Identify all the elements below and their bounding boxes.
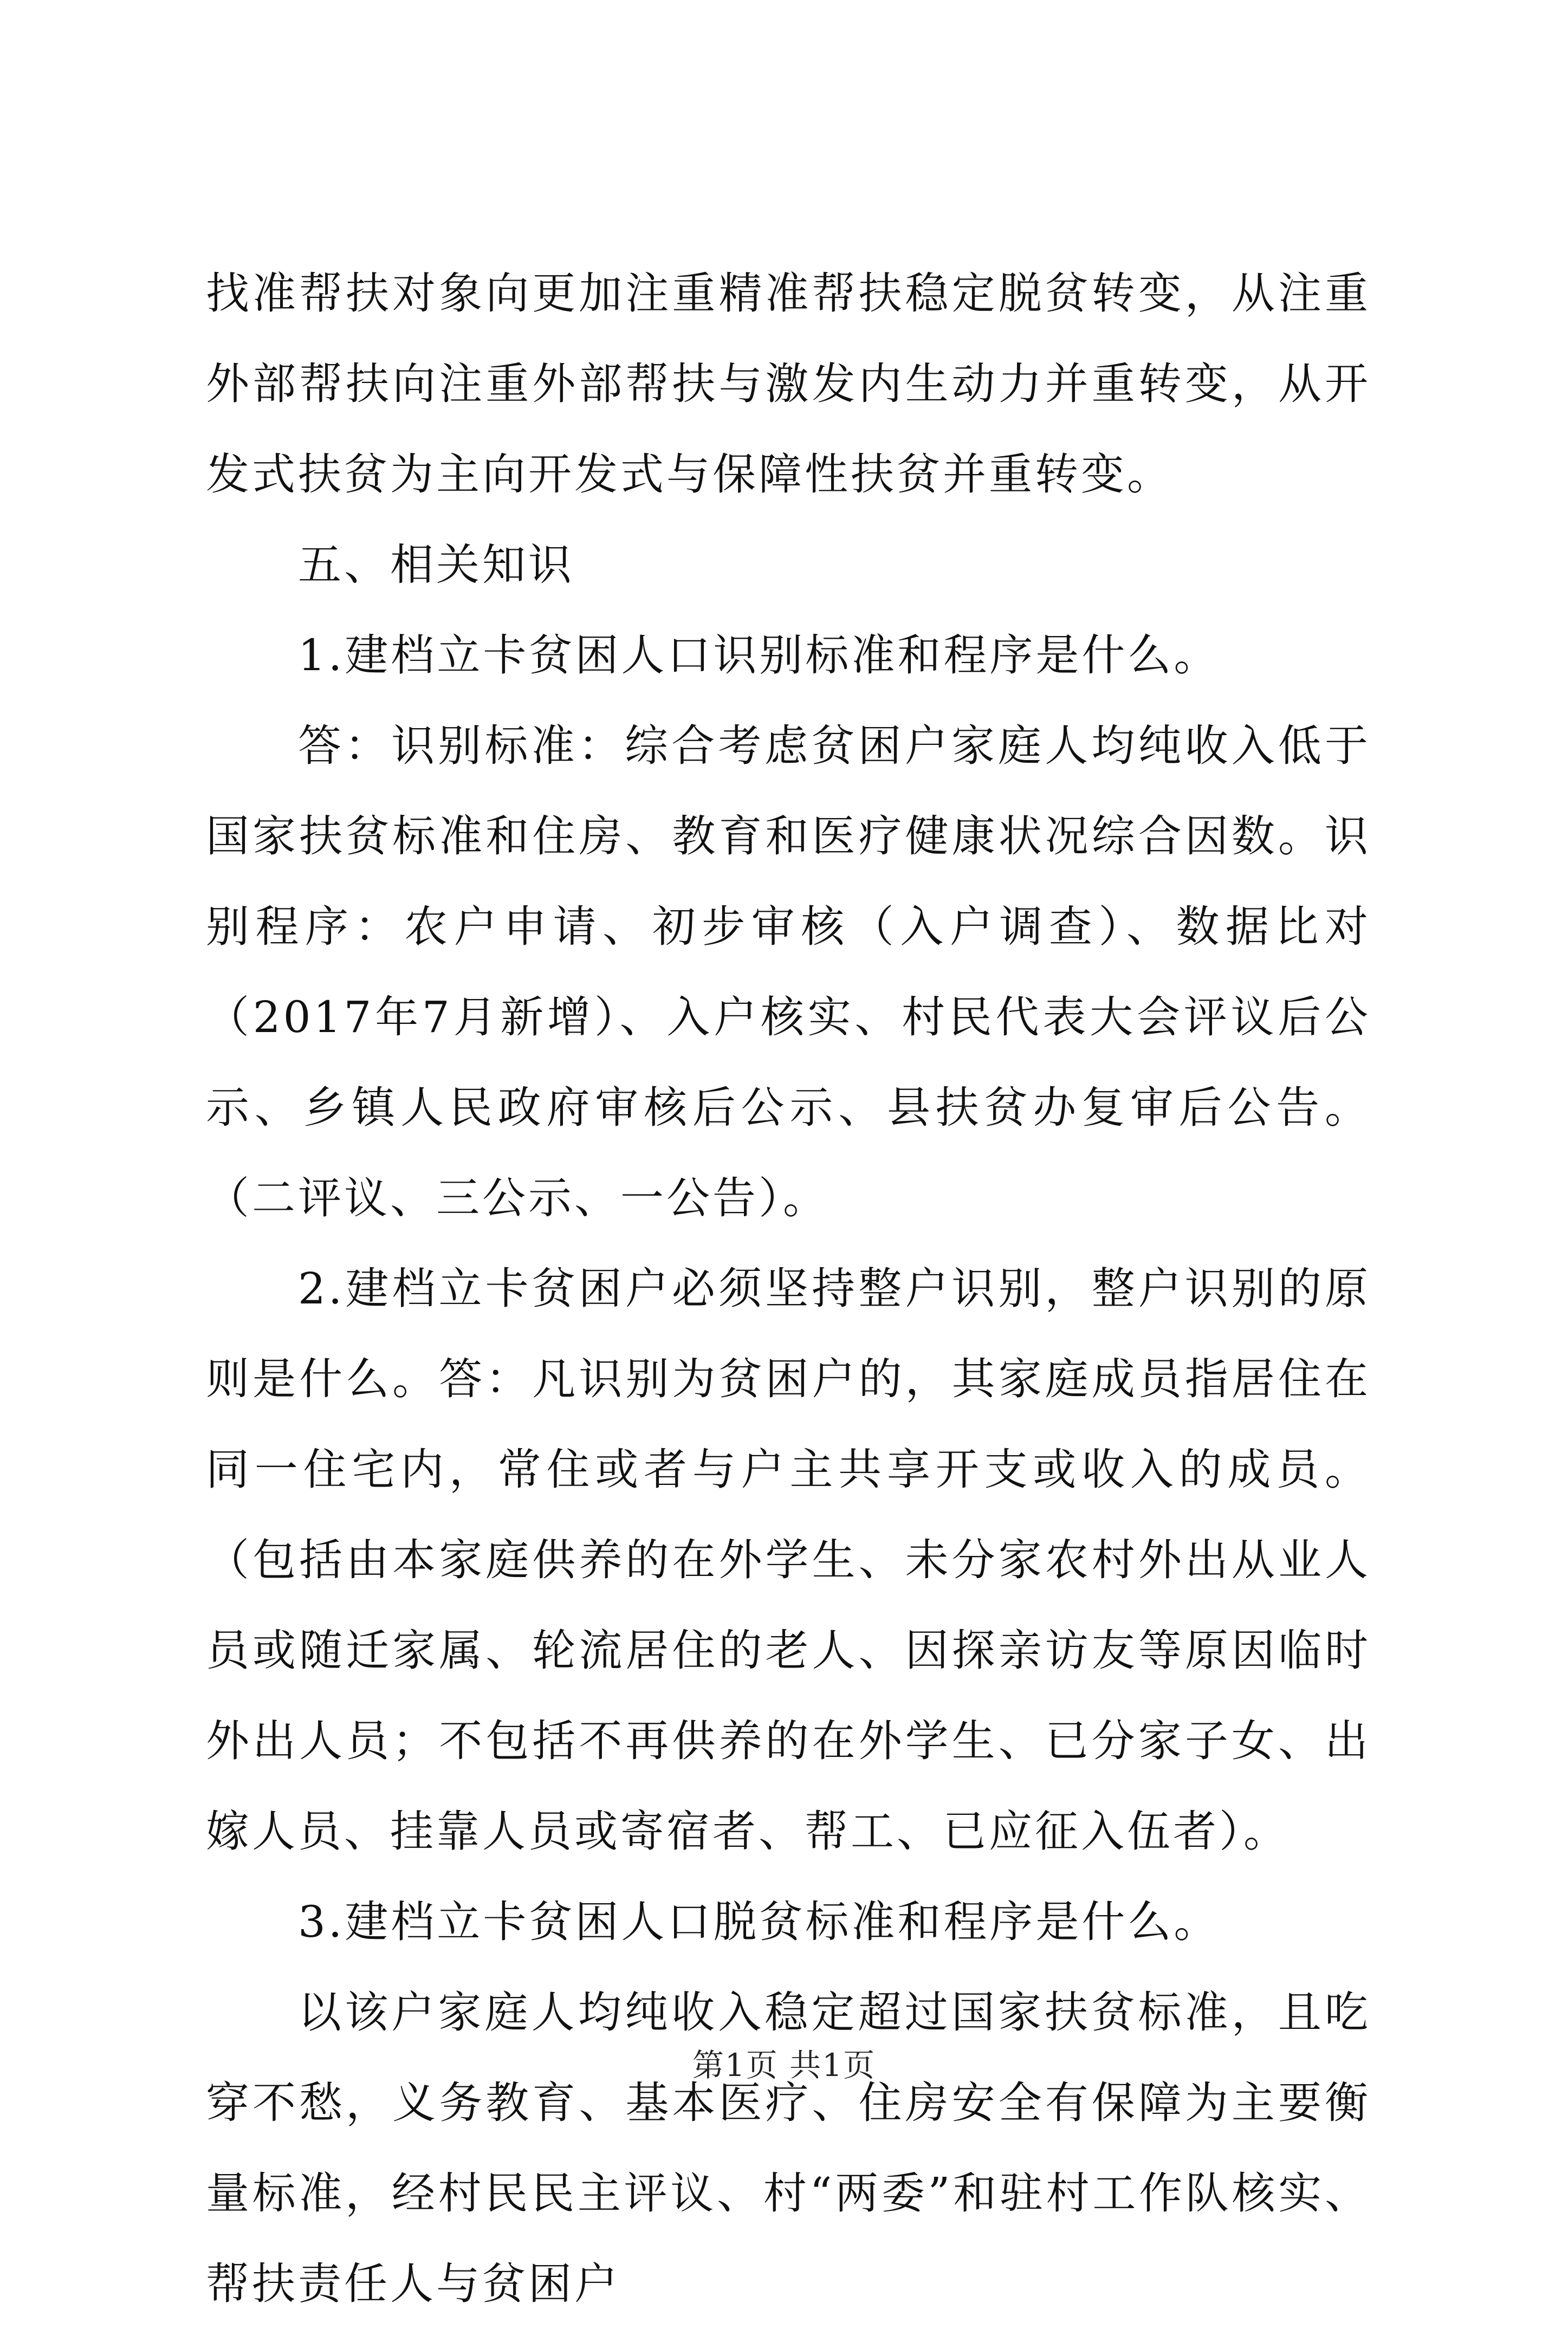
- question-1: 1.建档立卡贫困人口识别标准和程序是什么。: [298, 630, 1220, 680]
- document-body: [206, 248, 1371, 2329]
- answer-3: 以该户家庭人均纯收入稳定超过国家扶贫标准，且吃穿不愁，义务教育、基本医疗、住房安全有保障为主要衡量标准，经村民民主评议、村“两委”和驻村工作队核实、帮扶责任人与贫困户: [206, 1987, 1371, 2309]
- question-3: 3.建档立卡贫困人口脱贫标准和程序是什么。: [298, 1897, 1220, 1947]
- question-answer-2: 2.建档立卡贫困户必须坚持整户识别，整户识别的原则是什么。答：凡识别为贫困户的，其家庭成员指居住在同一住宅内，常住或者与户主共享开支或收入的成员。（包括由本家庭供养的在外学生、未分家农村外出从业人员或随迁家属、轮流居住的老人、因探亲访友等原因临时外出人员；不包括不再供养的在外学生、已分家子女、出嫁人员、挂靠人员或寄宿者、帮工、已应征入伍者）。: [206, 1263, 1371, 1857]
- answer-1: 答：识别标准：综合考虑贫困户家庭人均纯收入低于国家扶贫标准和住房、教育和医疗健康状况综合因数。识别程序：农户申请、初步审核（入户调查）、数据比对（2017年7月新增）、入户核实、村民代表大会评议后公示、乡镇人民政府审核后公示、县扶贫办复审后公告。（二评议、三公示、一公告）。: [206, 721, 1371, 1223]
- page-number-footer: 第1页 共1页: [692, 2047, 876, 2084]
- paragraph-continuation: 找准帮扶对象向更加注重精准帮扶稳定脱贫转变，从注重外部帮扶向注重外部帮扶与激发内生动力并重转变，从开发式扶贫为主向开发式与保障性扶贫并重转变。: [206, 268, 1371, 499]
- section-heading: 五、相关知识: [298, 540, 574, 590]
